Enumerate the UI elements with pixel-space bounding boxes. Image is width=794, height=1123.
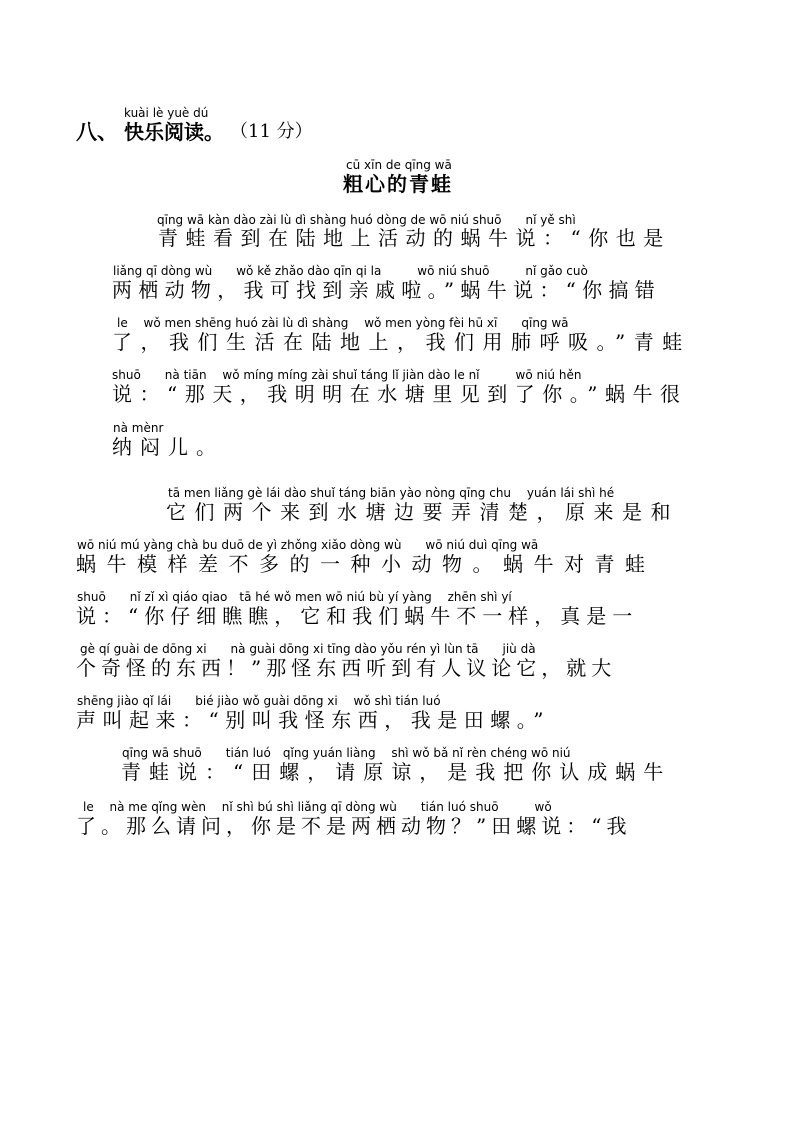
pinyin-line: gè qí guài de dōng xi nà guài dōng xi tīng dào yǒu rén yì lùn tā jiù dà bbox=[80, 642, 536, 656]
text-line: 个奇怪的东西！”那怪东西听到有人议论它，就大 bbox=[76, 656, 617, 680]
text-line: 了，我们生活在陆地上，我们用肺呼吸。”青蛙 bbox=[112, 330, 691, 354]
pinyin-line: shēng jiào qǐ lái bié jiào wǒ guài dōng xi wǒ shì tián luó bbox=[77, 694, 441, 708]
pinyin-line: qīng wā shuō tián luó qǐng yuán liàng shì wǒ bǎ nǐ rèn chéng wō niú bbox=[122, 746, 571, 760]
pinyin-line: shuō nǐ zǐ xì qiáo qiao tā hé wǒ men wō niú bù yí yàng zhēn shì yí bbox=[77, 590, 512, 604]
section-title: 快乐阅读。 bbox=[124, 120, 224, 144]
text-line: 它们两个来到水塘边要弄清楚，原来是和 bbox=[166, 500, 679, 524]
pinyin-line: nà mènr bbox=[113, 421, 164, 435]
pinyin-line: wō niú mú yàng chà bu duō de yì zhǒng xiǎo dòng wù wō niú duì qīng wā bbox=[77, 538, 539, 552]
text-line: 说：“你仔细瞧瞧，它和我们蜗牛不一样，真是一 bbox=[76, 604, 639, 628]
text-line: 青蛙看到在陆地上活动的蜗牛说：“你也是 bbox=[158, 226, 671, 250]
pinyin-line: tā men liǎng gè lái dào shuǐ táng biān yào nòng qīng chu yuán lái shì hé bbox=[168, 486, 615, 500]
story-title-pinyin: cū xīn de qīng wā bbox=[346, 158, 452, 172]
pinyin-line: le wǒ men shēng huó zài lù dì shàng wǒ men yòng fèi hū xī qīng wā bbox=[117, 316, 569, 330]
section-number: 八、 bbox=[76, 120, 118, 144]
section-title-pinyin: kuài lè yuè dú bbox=[124, 106, 209, 120]
text-line: 说：“那天，我明明在水塘里见到了你。”蜗牛很 bbox=[112, 382, 688, 406]
section-score: （11 分） bbox=[230, 121, 313, 142]
pinyin-line: qīng wā kàn dào zài lù dì shàng huó dòng de wō niú shuō nǐ yě shì bbox=[157, 213, 576, 227]
pinyin-line: shuō nà tiān wǒ míng míng zài shuǐ táng lǐ jiàn dào le nǐ wō niú hěn bbox=[112, 368, 582, 382]
pinyin-line: le nà me qǐng wèn nǐ shì bú shì liǎng qī dòng wù tián luó shuō wǒ bbox=[83, 800, 552, 814]
text-line: 蜗牛模样差不多的一种小动物。蜗牛对青蛙 bbox=[76, 552, 656, 576]
story-title: 粗心的青蛙 bbox=[343, 172, 453, 196]
pinyin-line: liǎng qī dòng wù wǒ kě zhǎo dào qīn qi la wō niú shuō nǐ gǎo cuò bbox=[113, 264, 588, 278]
text-line: 青蛙说：“田螺，请原谅，是我把你认成蜗牛 bbox=[121, 760, 672, 784]
text-line: 声叫起来：“别叫我怪东西，我是田螺。” bbox=[76, 708, 550, 732]
text-line: 纳闷儿。 bbox=[112, 435, 224, 459]
text-line: 了。那么请问，你是不是两栖动物？”田螺说：“我 bbox=[76, 814, 632, 838]
text-line: 两栖动物，我可找到亲戚啦。”蜗牛说：“你搞错 bbox=[112, 278, 662, 302]
